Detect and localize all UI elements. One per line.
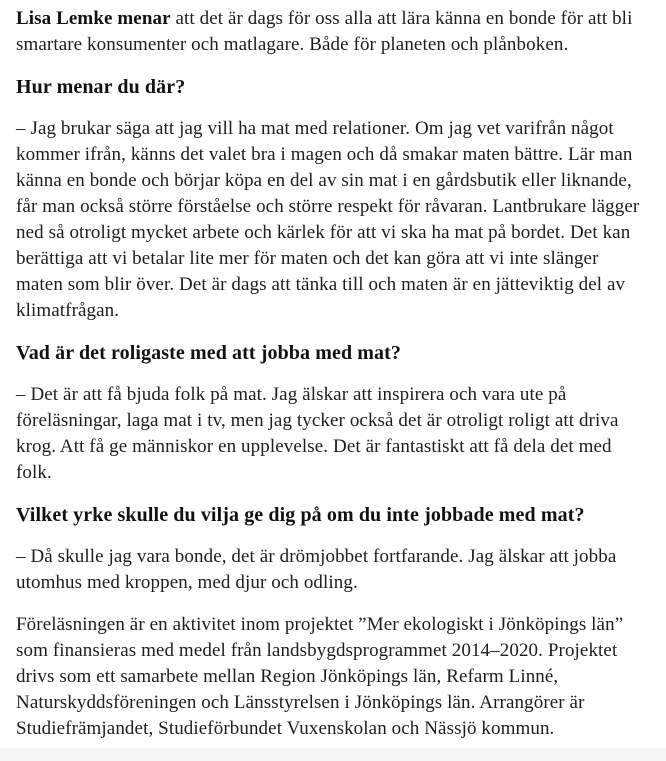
question-heading-2: Vad är det roligaste med att jobba med mat?	[16, 342, 402, 364]
next-section-strip	[0, 748, 666, 761]
question-heading-3: Vilket yrke skulle du vilja ge dig på om du inte jobbade med mat?	[16, 504, 585, 526]
answer-paragraph-1: – Jag brukar säga att jag vill ha mat med relationer. Om jag vet varifrån något kommer ifrån, känns det valet bra i magen och då smakar maten bättre. Lär man känna en bonde och börjar köpa en del av sin mat i en gårdsbutik eller liknande, får man också större förståelse och större respekt för råvaran. Lantbrukare lägger ned så otroligt mycket arbete och kärlek för att vi ska ha mat på bordet. Det kan berättiga att vi betalar lite mer för maten och det kan göra att vi inte slänger maten som blir över. Det är dags att tänka till och maten är en jätteviktig del av klimatfrågan.	[16, 118, 640, 321]
question-heading-1: Hur menar du där?	[16, 76, 186, 98]
intro-paragraph	[16, 6, 650, 58]
answer-paragraph-2: – Det är att få bjuda folk på mat. Jag älskar att inspirera och vara ute på föreläsningar, laga mat i tv, men jag tycker också det är otroligt roligt att driva krog. Att få ge människor en upplevelse. Det är fantastiskt att få dela det med folk.	[16, 384, 619, 483]
intro-text: att det är dags för oss alla att lära känna en bonde för att bli smartare konsumenter och matlagare. Både för planeten och plånboken.	[16, 8, 633, 55]
answer-paragraph-3: – Då skulle jag vara bonde, det är drömjobbet fortfarande. Jag älskar att jobba utomhus med kroppen, med djur och odling.	[16, 546, 617, 593]
intro-lead-bold: Lisa Lemke menar	[16, 8, 171, 29]
credits-paragraph: Föreläsningen är en aktivitet inom projektet ”Mer ekologiskt i Jönköpings län” som finansieras med medel från landsbygdsprogrammet 2014–2020. Projektet drivs som ett samarbete mellan Region Jönköpings län, Refarm Linné, Naturskyddsföreningen och Länsstyrelsen i Jönköpings län. Arrangörer är Studiefrämjandet, Studieförbundet Vuxenskolan och Nässjö kommun.	[16, 614, 624, 739]
